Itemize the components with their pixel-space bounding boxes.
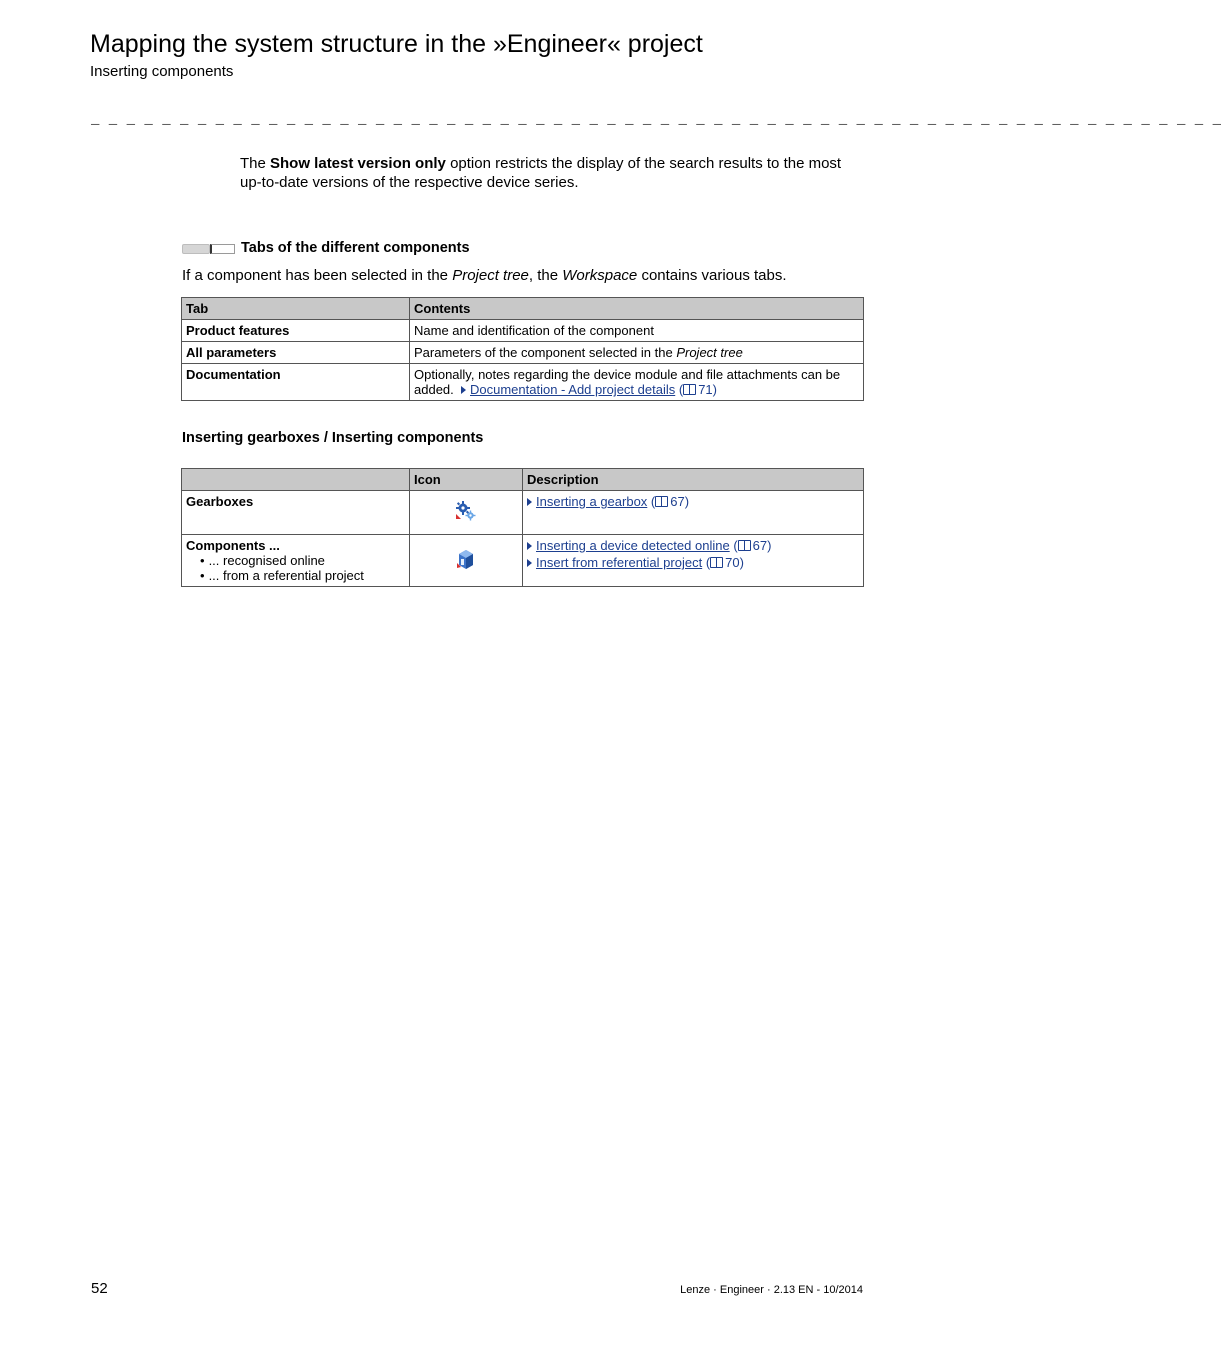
book-icon bbox=[710, 557, 723, 568]
tabs-intro-em-project-tree: Project tree bbox=[452, 267, 529, 284]
tab-contents: Name and identification of the component bbox=[410, 320, 864, 342]
icon-cell bbox=[410, 535, 523, 587]
contents-text: Parameters of the component selected in the bbox=[414, 345, 677, 360]
tabs-intro-pre: If a component has been selected in the bbox=[182, 267, 453, 284]
intro-text-pre: The bbox=[240, 155, 271, 172]
page-reference[interactable]: ( 71) bbox=[678, 382, 718, 397]
components-table bbox=[181, 468, 864, 587]
table-header-row bbox=[182, 298, 864, 320]
tabs-heading bbox=[182, 238, 470, 258]
description-cell bbox=[523, 535, 864, 587]
page-number: 67 bbox=[752, 538, 768, 553]
tabs-intro-em-workspace: Workspace bbox=[562, 267, 638, 284]
page-title: Mapping the system structure in the »Engineer« project bbox=[90, 30, 703, 58]
component-icon[interactable] bbox=[456, 548, 476, 570]
gearbox-icon[interactable] bbox=[455, 500, 477, 522]
page-subtitle: Inserting components bbox=[90, 63, 234, 80]
table-header-row bbox=[182, 469, 864, 491]
contents-emphasis: Project tree bbox=[676, 345, 743, 360]
description-cell bbox=[523, 491, 864, 535]
footer-page-number: 52 bbox=[91, 1280, 108, 1297]
inserting-device-online-link[interactable]: Inserting a device detected online bbox=[536, 538, 730, 553]
tabs-intro-paragraph bbox=[182, 266, 787, 286]
link-arrow-icon bbox=[527, 559, 532, 567]
gear-heading: Inserting gearboxes / Inserting components bbox=[182, 430, 484, 446]
tabs-intro-mid: , the bbox=[528, 267, 563, 284]
insert-referential-project-link[interactable]: Insert from referential project bbox=[536, 555, 703, 570]
tab-marker-icon bbox=[182, 243, 235, 253]
page-number: 70 bbox=[725, 555, 740, 570]
tab-name: Product features bbox=[182, 320, 410, 342]
column-header-description: Description bbox=[523, 469, 864, 491]
inserting-gearbox-link[interactable]: Inserting a gearbox bbox=[536, 494, 648, 509]
column-header-icon: Icon bbox=[410, 469, 523, 491]
page-number: 71 bbox=[698, 382, 713, 397]
link-arrow-icon bbox=[461, 386, 466, 394]
link-arrow-icon bbox=[527, 542, 532, 550]
table-row bbox=[182, 491, 864, 535]
tabs-intro-post: contains various tabs. bbox=[637, 267, 787, 284]
documentation-link[interactable]: Documentation - Add project details bbox=[470, 382, 676, 397]
column-header-blank bbox=[182, 469, 410, 491]
contents-text: Optionally, notes regarding the device module and file attachments can be added. bbox=[414, 367, 841, 397]
tab-name: All parameters bbox=[182, 342, 410, 364]
book-icon bbox=[655, 496, 668, 507]
intro-paragraph bbox=[240, 154, 865, 192]
tab-name: Documentation bbox=[182, 364, 410, 401]
list-item: • ... recognised online bbox=[200, 553, 405, 568]
link-arrow-icon bbox=[527, 498, 532, 506]
list-item: • ... from a referential project bbox=[200, 568, 405, 583]
page-reference[interactable]: ( 67) bbox=[650, 494, 690, 509]
column-header-contents: Contents bbox=[410, 298, 864, 320]
table-row bbox=[182, 364, 864, 401]
page-number: 67 bbox=[670, 494, 685, 509]
table-row bbox=[182, 535, 864, 587]
component-name: Gearboxes bbox=[182, 491, 410, 535]
intro-option-name: Show latest version only bbox=[270, 155, 446, 172]
component-name: Components ... bbox=[186, 538, 280, 553]
component-name-cell bbox=[182, 535, 410, 587]
book-icon bbox=[738, 540, 751, 551]
tabs-heading-text: Tabs of the different components bbox=[241, 240, 470, 256]
table-row bbox=[182, 320, 864, 342]
table-row bbox=[182, 342, 864, 364]
book-icon bbox=[683, 384, 696, 395]
icon-cell bbox=[410, 491, 523, 535]
description-line bbox=[527, 555, 859, 570]
tab-contents bbox=[410, 364, 864, 401]
intro-text-post: option restricts the display of the search results to the most up-to-date versions of the respective device series. bbox=[240, 155, 842, 191]
page-reference[interactable]: ( 67) bbox=[733, 538, 772, 553]
column-header-tab: Tab bbox=[182, 298, 410, 320]
page-reference[interactable]: ( 70) bbox=[705, 555, 744, 570]
footer-doc-info: Lenze · Engineer · 2.13 EN - 10/2014 bbox=[680, 1284, 863, 1296]
tab-contents bbox=[410, 342, 864, 364]
tabs-table bbox=[181, 297, 864, 401]
component-bullet-list bbox=[186, 553, 405, 583]
description-line bbox=[527, 538, 859, 553]
dashed-divider: _ _ _ _ _ _ _ _ _ _ _ _ _ _ _ _ _ _ _ _ _ _ _ _ _ _ _ _ _ _ _ _ _ _ _ _ _ _ _ _ _ _ _ _ _ _ _ _ _ _ _ _ _ _ _ _ _ _ _ _ _ _ _ _ bbox=[91, 112, 1221, 128]
